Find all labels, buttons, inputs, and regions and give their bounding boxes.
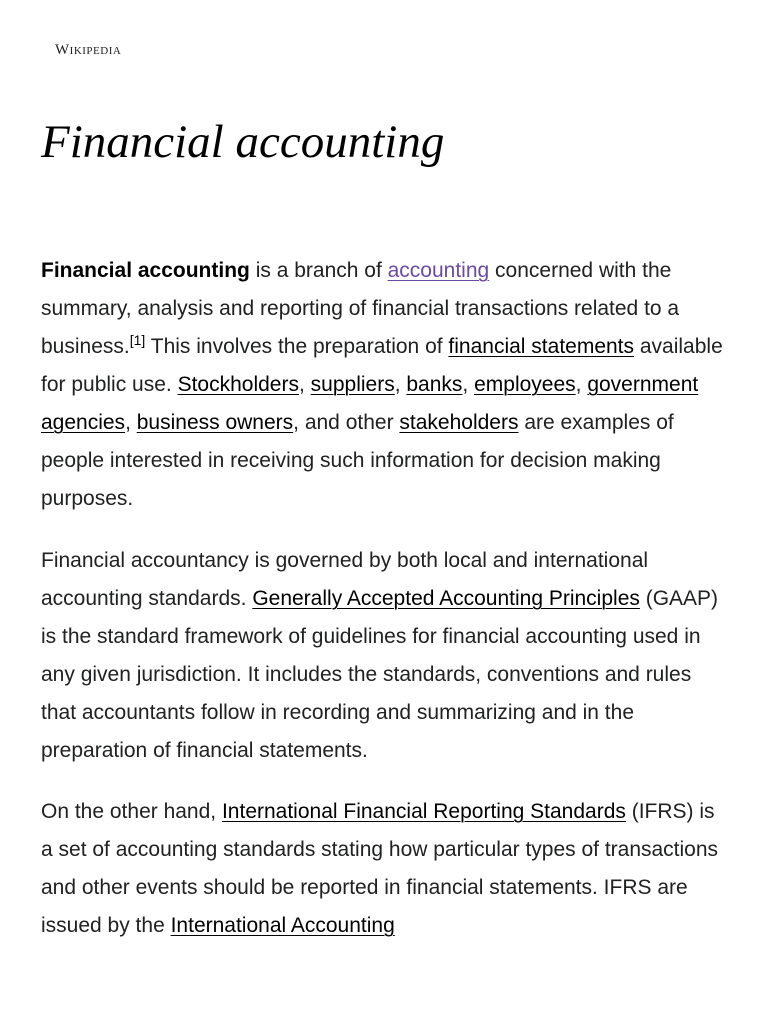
text: This involves the preparation of	[145, 335, 449, 358]
link-ifrs[interactable]: International Financial Reporting Standards	[221, 800, 626, 823]
text: available for public use.	[41, 335, 723, 396]
paragraph-3	[41, 793, 731, 945]
text: Financial accountancy is governed by both local and international accounting standards.	[41, 549, 649, 610]
link-business-owners[interactable]: business owners	[136, 411, 294, 434]
reference-1	[130, 332, 146, 348]
link-gaap[interactable]: Generally Accepted Accounting Principles	[252, 587, 640, 610]
article-body	[41, 252, 731, 969]
separator: ,	[125, 411, 137, 434]
reference-link-1[interactable]: [1]	[129, 332, 146, 348]
link-stockholders[interactable]: Stockholders	[177, 373, 299, 396]
wikipedia-wordmark[interactable]: Wikipedia	[55, 42, 122, 58]
link-financial-statements[interactable]: financial statements	[448, 335, 635, 358]
paragraph-2	[41, 542, 731, 770]
bold-term: Financial accounting	[41, 259, 250, 282]
separator: ,	[462, 373, 475, 396]
text: (IFRS) is a set of accounting standards stating how particular types of transactions and other events should be reported in financial statements. IFRS are issued by the	[41, 800, 719, 937]
text: On the other hand,	[41, 800, 222, 823]
text: concerned with the summary, analysis and reporting of financial transactions related to a business.	[41, 259, 680, 358]
separator: ,	[394, 373, 407, 396]
page-title: Financial accounting	[41, 116, 445, 168]
link-stakeholders[interactable]: stakeholders	[399, 411, 519, 434]
separator: ,	[298, 373, 311, 396]
link-government-agencies[interactable]: government agencies	[41, 373, 699, 434]
link-banks[interactable]: banks	[406, 373, 463, 396]
paragraph-1	[41, 252, 731, 518]
link-employees[interactable]: employees	[474, 373, 576, 396]
text: are examples of people interested in receiving such information for decision making purposes.	[41, 411, 674, 510]
link-accounting[interactable]: accounting	[387, 259, 490, 282]
text: (GAAP) is the standard framework of guidelines for financial accounting used in any given jurisdiction. It includes the standards, conventions and rules that accountants follow in recording and summarizing and in the preparation of financial statements.	[41, 587, 719, 762]
separator: ,	[575, 373, 588, 396]
link-suppliers[interactable]: suppliers	[310, 373, 395, 396]
text: is a branch of	[249, 259, 388, 282]
link-iasb[interactable]: International Accounting	[170, 914, 395, 937]
text: , and other	[293, 411, 400, 434]
